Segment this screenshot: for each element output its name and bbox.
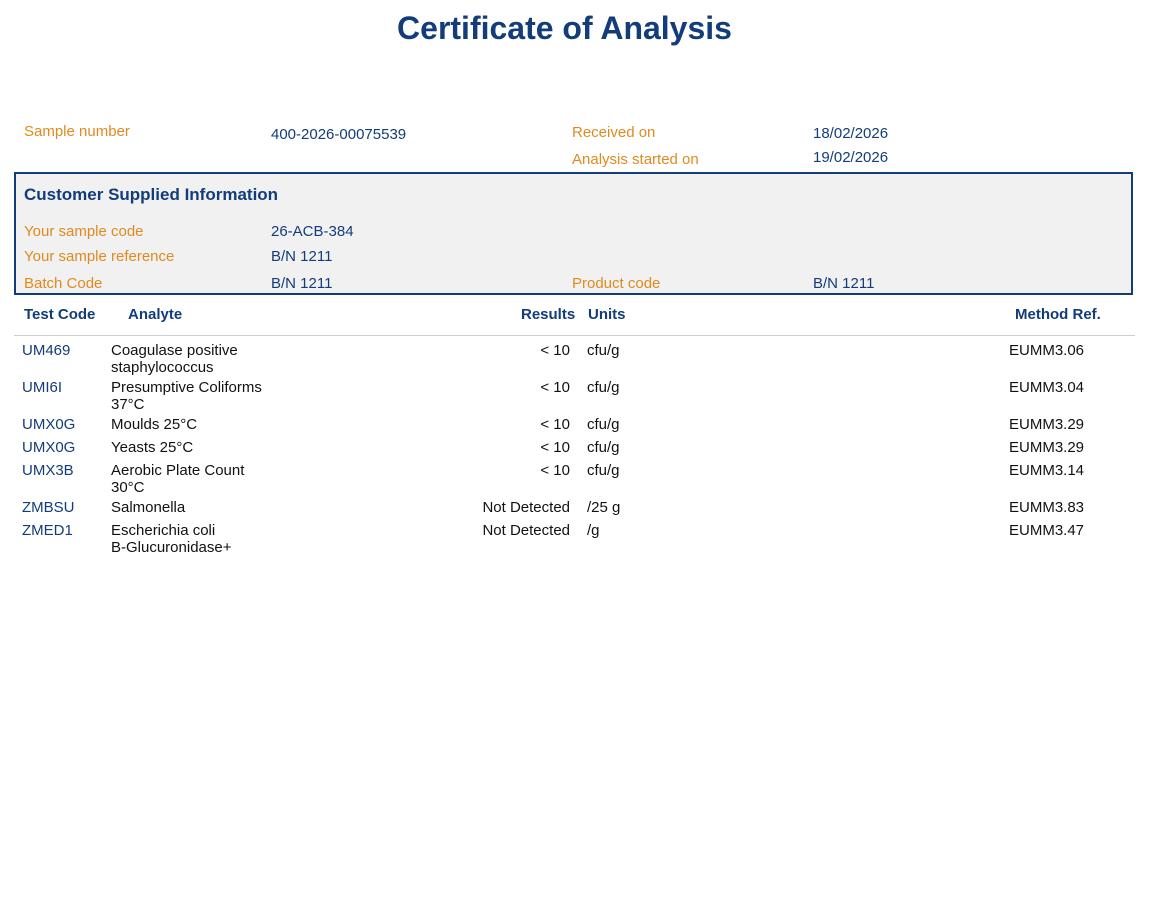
analyte-cell: Moulds 25°C: [111, 416, 198, 433]
result-cell: Not Detected: [482, 522, 570, 539]
units-header: Units: [588, 306, 626, 323]
method-cell: EUMM3.14: [1009, 462, 1085, 479]
sample-code-label: Your sample code: [24, 223, 144, 240]
product-code-label: Product code: [572, 275, 661, 292]
table-row: [0, 342, 1149, 376]
table-row: [0, 522, 1149, 556]
analyte-cell: Aerobic Plate Count 30°C: [111, 462, 245, 496]
analyte-cell: Escherichia coli B-Glucuronidase+: [111, 522, 232, 556]
test-code-header: Test Code: [24, 306, 96, 323]
customer-info-heading: Customer Supplied Information: [24, 185, 279, 204]
analyte-cell: Salmonella: [111, 499, 186, 516]
unit-cell: cfu/g: [587, 416, 620, 433]
analyte-cell: Coagulase positive staphylococcus: [111, 342, 238, 376]
batch-code-label: Batch Code: [24, 275, 103, 292]
analysis-started-label: Analysis started on: [572, 151, 699, 168]
table-header-divider: [14, 335, 1135, 336]
unit-cell: cfu/g: [587, 379, 620, 396]
table-row: [0, 439, 1149, 459]
result-cell: < 10: [540, 379, 570, 396]
result-cell: < 10: [540, 462, 570, 479]
method-cell: EUMM3.47: [1009, 522, 1085, 539]
test-code-cell: UM469: [22, 342, 71, 359]
sample-number-label: Sample number: [24, 123, 130, 140]
received-on-label: Received on: [572, 124, 656, 141]
sample-code-value: 26-ACB-384: [271, 223, 354, 240]
unit-cell: cfu/g: [587, 462, 620, 479]
table-row: [0, 499, 1149, 519]
received-on-value: 18/02/2026: [813, 125, 889, 142]
method-cell: EUMM3.06: [1009, 342, 1085, 359]
sample-reference-label: Your sample reference: [24, 248, 175, 265]
result-cell: < 10: [540, 342, 570, 359]
document-title: Certificate of Analysis: [397, 10, 732, 46]
method-cell: EUMM3.83: [1009, 499, 1085, 516]
analyte-header: Analyte: [128, 306, 183, 323]
product-code-value: B/N 1211: [813, 275, 875, 292]
table-row: [0, 379, 1149, 413]
method-cell: EUMM3.04: [1009, 379, 1085, 396]
method-cell: EUMM3.29: [1009, 439, 1085, 456]
test-code-cell: UMX3B: [22, 462, 74, 479]
analyte-cell: Yeasts 25°C: [111, 439, 194, 456]
result-cell: Not Detected: [482, 499, 570, 516]
unit-cell: cfu/g: [587, 439, 620, 456]
unit-cell: /g: [587, 522, 600, 539]
batch-code-value: B/N 1211: [271, 275, 333, 292]
result-cell: < 10: [540, 439, 570, 456]
table-row: [0, 416, 1149, 436]
test-code-cell: ZMED1: [22, 522, 73, 539]
sample-number-value: 400-2026-00075539: [271, 126, 407, 143]
analyte-cell: Presumptive Coliforms 37°C: [111, 379, 262, 413]
sample-reference-value: B/N 1211: [271, 248, 333, 265]
test-code-cell: UMX0G: [22, 439, 76, 456]
results-header: Results: [521, 306, 576, 323]
analysis-started-value: 19/02/2026: [813, 149, 889, 166]
unit-cell: cfu/g: [587, 342, 620, 359]
method-ref-header: Method Ref.: [1015, 306, 1101, 323]
test-code-cell: UMX0G: [22, 416, 76, 433]
table-row: [0, 462, 1149, 496]
unit-cell: /25 g: [587, 499, 621, 516]
method-cell: EUMM3.29: [1009, 416, 1085, 433]
test-code-cell: UMI6I: [22, 379, 63, 396]
result-cell: < 10: [540, 416, 570, 433]
test-code-cell: ZMBSU: [22, 499, 75, 516]
